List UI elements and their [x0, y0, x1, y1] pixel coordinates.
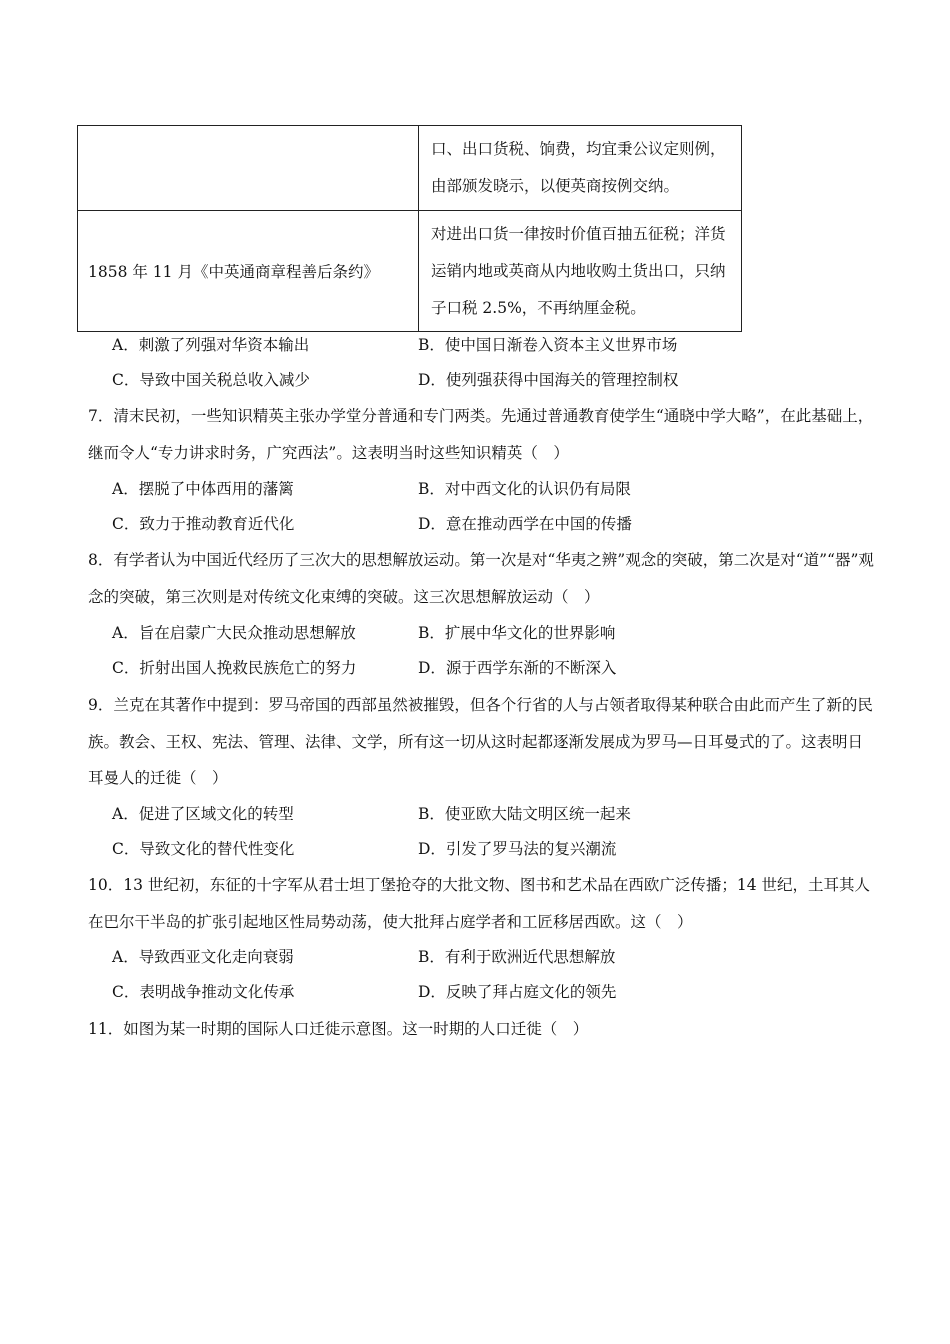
option-a: A．摆脱了中体西用的藩篱	[112, 480, 294, 498]
treaty-table	[77, 125, 742, 332]
option-b: B．有利于欧洲近代思想解放	[418, 948, 616, 966]
table-cell-treaty: 1858 年 11 月《中英通商章程善后条约》	[78, 211, 419, 332]
option-a: A．刺激了列强对华资本输出	[112, 336, 310, 354]
option-c: C．表明战争推动文化传承	[112, 983, 295, 1001]
option-c: C．折射出国人挽救民族危亡的努力	[112, 659, 357, 677]
option-b: B．扩展中华文化的世界影响	[418, 624, 616, 642]
question-stem: 10．13 世纪初，东征的十字军从君士坦丁堡抢夺的大批文物、图书和艺术品在西欧广泛传播；14 世纪，土耳其人在巴尔干半岛的扩张引起地区性局势动荡，使大批拜占庭学者和工匠移居西欧。这（ ）	[88, 876, 871, 931]
table-row	[78, 211, 742, 332]
option-b: B．使亚欧大陆文明区统一起来	[418, 805, 631, 823]
option-b: B．使中国日渐卷入资本主义世界市场	[418, 336, 678, 354]
question-stem: 7．清末民初，一些知识精英主张办学堂分普通和专门两类。先通过普通教育使学生“通晓中学大略”，在此基础上，继而令人“专力讲求时务，广究西法”。这表明当时这些知识精英（ ）	[88, 407, 874, 462]
option-a: A．促进了区域文化的转型	[112, 805, 294, 823]
option-d: D．使列强获得中国海关的管理控制权	[418, 371, 679, 389]
table-row	[78, 126, 742, 211]
option-d: D．反映了拜占庭文化的领先	[418, 983, 617, 1001]
option-c: C．致力于推动教育近代化	[112, 515, 295, 533]
table-cell-treaty	[78, 126, 419, 211]
table-cell-content: 口、出口货税、饷费，均宜秉公议定则例，由部颁发晓示，以便英商按例交纳。	[419, 126, 742, 211]
question-stem: 8．有学者认为中国近代经历了三次大的思想解放运动。第一次是对“华夷之辨”观念的突破，第二次是对“道”“器”观念的突破，第三次则是对传统文化束缚的突破。这三次思想解放运动（ ）	[88, 551, 874, 606]
option-d: D．源于西学东渐的不断深入	[418, 659, 617, 677]
option-d: D．意在推动西学在中国的传播	[418, 515, 632, 533]
option-b: B．对中西文化的认识仍有局限	[418, 480, 631, 498]
option-a: A．导致西亚文化走向衰弱	[112, 948, 294, 966]
option-a: A．旨在启蒙广大民众推动思想解放	[112, 624, 356, 642]
option-c: C．导致中国关税总收入减少	[112, 371, 310, 389]
table-cell-content: 对进出口货一律按时价值百抽五征税；洋货运销内地或英商从内地收购土货出口，只纳子口税 2.5%，不再纳厘金税。	[419, 211, 742, 332]
option-c: C．导致文化的替代性变化	[112, 840, 295, 858]
option-d: D．引发了罗马法的复兴潮流	[418, 840, 617, 858]
question-stem: 9．兰克在其著作中提到：罗马帝国的西部虽然被摧毁，但各个行省的人与占领者取得某种联合由此而产生了新的民族。教会、王权、宪法、管理、法律、文学，所有这一切从这时起都逐渐发展成为罗马—日耳曼式的了。这表明日耳曼人的迁徙（ ）	[88, 696, 873, 787]
question-stem: 11．如图为某一时期的国际人口迁徙示意图。这一时期的人口迁徙（ ）	[88, 1020, 589, 1038]
